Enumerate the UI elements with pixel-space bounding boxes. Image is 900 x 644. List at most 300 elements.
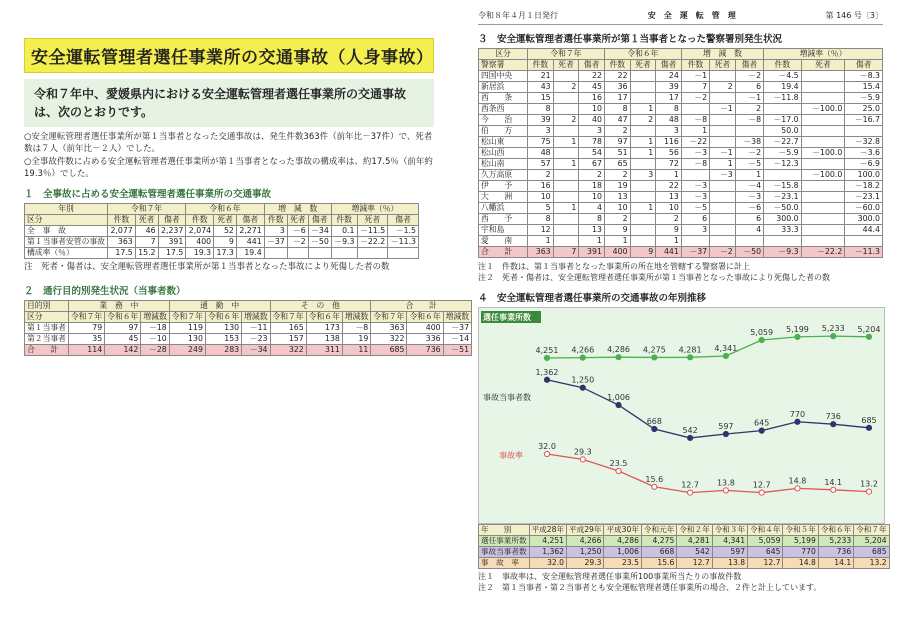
t3-cell (735, 236, 763, 247)
trend-row-label: 事故当事者数 (479, 547, 530, 558)
t3-cell: －11.3 (845, 247, 883, 258)
t3-cell: 2 (553, 82, 579, 93)
data-point (580, 355, 585, 360)
t3-subheader: 死者 (630, 60, 656, 71)
t1-cell: 2,271 (236, 226, 264, 237)
t2-cell: －37 (443, 323, 471, 334)
data-point (544, 355, 549, 360)
t1-cell (388, 248, 419, 259)
t3-cell: 1 (656, 170, 682, 181)
t3-cell: 56 (656, 148, 682, 159)
t3-cell: －2 (710, 247, 736, 258)
t1-cell: 2,077 (107, 226, 135, 237)
t3-h-diff: 増 減 数 (681, 49, 763, 60)
t3-cell: －22.7 (764, 137, 802, 148)
t3-cell (710, 137, 736, 148)
t3-cell: 1 (656, 236, 682, 247)
trend-cell: 12.7 (748, 558, 783, 569)
t3-cell (801, 181, 845, 192)
t3-row-label: 松山東 (479, 137, 528, 148)
year-header: 令和７年 (854, 525, 889, 536)
t3-cell: 100.0 (845, 170, 883, 181)
t3-cell: 2 (710, 82, 736, 93)
t3-cell: 36 (604, 82, 630, 93)
t3-cell: 2 (553, 115, 579, 126)
year-header: 平成29年 (567, 525, 604, 536)
data-point (866, 425, 871, 430)
t1-row-label: 構成率（％） (25, 248, 108, 259)
data-label: 15.6 (645, 474, 664, 484)
t1-subheader: 件数 (107, 215, 135, 226)
publication-name: 安 全 運 転 管 理 (647, 11, 736, 20)
t3-cell: 4 (735, 225, 763, 236)
data-label: 32.0 (538, 442, 556, 451)
data-point (616, 402, 621, 407)
t3-cell: －6 (735, 203, 763, 214)
t1-subheader: 件数 (264, 215, 287, 226)
t3-cell: －100.0 (801, 104, 845, 115)
t2-cell: 153 (205, 334, 241, 345)
data-point (795, 486, 800, 491)
data-point (544, 377, 549, 382)
t3-row-label: 西条西 (479, 104, 528, 115)
data-label: 4,275 (642, 345, 666, 355)
section-1-heading: １ 全事故に占める安全運転管理者選任事業所の交通事故 (24, 189, 272, 200)
t3-cell: －3 (735, 192, 763, 203)
t2-group-2: そ の 他 (270, 301, 371, 312)
trend-cell: 1,362 (529, 547, 566, 558)
t2-row (25, 323, 472, 334)
t1-cell (308, 248, 331, 259)
t3-cell: 43 (528, 82, 554, 93)
t3-cell: 1 (681, 126, 709, 137)
trend-cell: 5,199 (783, 536, 818, 547)
t3-cell: －1 (735, 93, 763, 104)
year-header: 平成30年 (604, 525, 641, 536)
right-page (478, 10, 887, 593)
trend-cell: 4,275 (641, 536, 676, 547)
t2-subheader: 令和７年 (169, 312, 205, 323)
t3-cell: －100.0 (801, 170, 845, 181)
year-header: 令和元年 (641, 525, 676, 536)
issue-number: 第 146 号〔3〕 (825, 11, 883, 20)
t2-cell: 114 (68, 345, 104, 356)
t3-row-label: 西 予 (479, 214, 528, 225)
t1-cell: 441 (236, 237, 264, 248)
t3-cell: 2 (579, 170, 605, 181)
t1-cell: －9.3 (331, 237, 357, 248)
t2-cell: －18 (141, 323, 169, 334)
t3-cell: －5 (681, 203, 709, 214)
data-label: 1,362 (535, 367, 559, 377)
t3-cell (801, 203, 845, 214)
t3-cell: 40 (579, 115, 605, 126)
t3-cell: 300.0 (764, 214, 802, 225)
t3-h-rate: 増減率（％） (764, 49, 883, 60)
t3-cell: －6.9 (845, 159, 883, 170)
t2-cell: 736 (407, 345, 443, 356)
t3-cell: －32.8 (845, 137, 883, 148)
t1-cell: －11.5 (357, 226, 388, 237)
t3-cell: 391 (579, 247, 605, 258)
t3-cell: 6 (735, 214, 763, 225)
t1-subheader: 傷者 (388, 215, 419, 226)
t1-subheader: 死者 (287, 215, 308, 226)
t3-cell: 16 (579, 93, 605, 104)
t3-row-label: 四国中央 (479, 71, 528, 82)
t3-cell (630, 159, 656, 170)
t1-cell: －50 (308, 237, 331, 248)
t3-cell: －3.6 (845, 148, 883, 159)
table-1-note: 注 死者・傷者は、安全運転管理者選任事業所が第１当事者となった事故により死傷した者の数 (24, 262, 390, 272)
t2-cell: 322 (270, 345, 306, 356)
t3-h-r7: 令和７年 (528, 49, 605, 60)
trend-cell: 5,233 (818, 536, 853, 547)
t3-subheader: 件数 (604, 60, 630, 71)
summary-note-2: ○全事故件数に占める安全運転管理者選任事業所が第１当事者となった事故の構成率は、約17.5％（前年約19.3％）でした。 (24, 157, 433, 179)
data-point (759, 428, 764, 433)
t3-cell (553, 170, 579, 181)
t2-cell: 19 (342, 334, 370, 345)
data-label: 1,006 (607, 393, 631, 403)
t3-cell: 5 (528, 203, 554, 214)
t2-group-1: 通 勤 中 (169, 301, 270, 312)
data-label: 14.1 (824, 477, 843, 487)
t3-cell: 10 (528, 192, 554, 203)
trend-cell: 23.5 (604, 558, 641, 569)
t2-cell: 97 (105, 323, 141, 334)
t3-subheader: 傷者 (656, 60, 682, 71)
t3-cell: －5 (735, 159, 763, 170)
data-point (795, 419, 800, 424)
t2-row-label: 第１当事者 (25, 323, 69, 334)
t3-cell: －50 (735, 247, 763, 258)
t3-cell (710, 225, 736, 236)
data-label: 14.8 (788, 476, 807, 486)
data-label: 1,250 (571, 375, 595, 385)
t3-row (479, 115, 883, 126)
t3-cell (801, 192, 845, 203)
t3-cell (764, 104, 802, 115)
t2-row (25, 345, 472, 356)
trend-table-row (479, 547, 890, 558)
trend-cell: 4,266 (567, 536, 604, 547)
t3-row (479, 247, 883, 258)
t1-cell: 17.3 (214, 248, 237, 259)
trend-cell: 14.1 (818, 558, 853, 569)
t3-cell: －50.0 (764, 203, 802, 214)
t3-cell (630, 181, 656, 192)
t1-subheader: 死者 (357, 215, 388, 226)
trend-table-corner: 年 別 (479, 525, 530, 536)
t3-row (479, 104, 883, 115)
trend-cell: 29.3 (567, 558, 604, 569)
t2-cell: －23 (242, 334, 270, 345)
t1-cell (357, 248, 388, 259)
data-point (616, 355, 621, 360)
page-title: 安全運転管理者選任事業所の交通事故（人身事故） (24, 38, 434, 73)
t3-cell: 8 (656, 104, 682, 115)
data-label: 770 (789, 409, 806, 419)
t3-cell (681, 104, 709, 115)
data-label: 4,286 (607, 345, 631, 355)
t3-cell: 9 (630, 247, 656, 258)
t2-cell: 283 (205, 345, 241, 356)
data-label: 13.8 (716, 478, 735, 488)
t3-cell (801, 137, 845, 148)
issue-date: 令和８年４月１日発行 (478, 11, 558, 20)
t3-row-label: 八幡浜 (479, 203, 528, 214)
t1-subheader: 件数 (186, 215, 214, 226)
t1-cell: 52 (214, 226, 237, 237)
t2-corner: 目的別 (25, 301, 69, 312)
t1-subheader: 傷者 (158, 215, 186, 226)
data-label: 12.7 (752, 480, 771, 490)
t3-subheader: 傷者 (735, 60, 763, 71)
t3-cell: －16.7 (845, 115, 883, 126)
data-label: 4,266 (571, 345, 595, 355)
t3-cell: 2 (528, 170, 554, 181)
t3-cell (710, 203, 736, 214)
data-point (652, 355, 657, 360)
t3-cell: －5.9 (845, 93, 883, 104)
t2-cell: 322 (371, 334, 407, 345)
t1-cell: 46 (135, 226, 158, 237)
t3-cell: 1 (553, 203, 579, 214)
t3-row (479, 137, 883, 148)
t3-row (479, 214, 883, 225)
t3-cell (801, 82, 845, 93)
t3-cell: －8 (681, 159, 709, 170)
t3-cell: 8 (528, 104, 554, 115)
t2-cell: 311 (306, 345, 342, 356)
t3-cell: －2 (735, 148, 763, 159)
t1-row-label: 全 事 故 (25, 226, 108, 237)
t2-subheader: 増減数 (242, 312, 270, 323)
data-point (795, 334, 800, 339)
t3-subheader: 件数 (681, 60, 709, 71)
t3-row (479, 181, 883, 192)
t2-cell: 363 (371, 323, 407, 334)
t3-cell: 22 (604, 71, 630, 82)
t3-cell: 44.4 (845, 225, 883, 236)
t3-corner: 区分 (479, 49, 528, 60)
t3-cell: 13 (604, 192, 630, 203)
t2-cell: 165 (270, 323, 306, 334)
t3-subheader: 傷者 (579, 60, 605, 71)
trend-cell: 685 (854, 547, 889, 558)
t3-cell: －37 (681, 247, 709, 258)
t2-cell: －8 (342, 323, 370, 334)
t2-subheader: 令和７年 (68, 312, 104, 323)
t3-cell: －8 (735, 115, 763, 126)
t3-cell: －17.0 (764, 115, 802, 126)
t3-cell: 65 (604, 159, 630, 170)
t2-subheader: 令和６年 (205, 312, 241, 323)
t3-cell: －8 (681, 115, 709, 126)
t3-cell (553, 93, 579, 104)
t3-cell: 3 (681, 225, 709, 236)
t3-cell (630, 225, 656, 236)
t3-row (479, 225, 883, 236)
t3-cell: 18 (579, 181, 605, 192)
t3-cell: 7 (681, 82, 709, 93)
data-label: 668 (646, 416, 662, 426)
trend-cell: 597 (712, 547, 747, 558)
section-4-heading: ４ 安全運転管理者選任事業所の交通事故の年別推移 (478, 293, 707, 304)
data-point (580, 457, 585, 462)
t3-cell: －15.8 (764, 181, 802, 192)
t1-cell: 391 (158, 237, 186, 248)
t3-cell: 10 (656, 203, 682, 214)
data-label: 13.2 (860, 479, 878, 489)
trend-cell: 542 (677, 547, 712, 558)
t2-cell: 35 (68, 334, 104, 345)
t3-row-label: 松山西 (479, 148, 528, 159)
t2-row (25, 334, 472, 345)
t2-cell: 130 (205, 323, 241, 334)
t3-cell: －3 (681, 192, 709, 203)
t1-h-r7: 令和７年 (107, 204, 185, 215)
t3-cell: 1 (630, 137, 656, 148)
year-header: 平成28年 (529, 525, 566, 536)
t3-cell: 33.3 (764, 225, 802, 236)
t3-cell: 21 (528, 71, 554, 82)
t3-cell: 1 (710, 159, 736, 170)
t1-cell: －1.5 (388, 226, 419, 237)
t3-row-label: 大 洲 (479, 192, 528, 203)
t3-cell: 1 (630, 148, 656, 159)
t3-cell: 363 (528, 247, 554, 258)
t3-cell: 13 (579, 225, 605, 236)
t3-cell: 24 (656, 71, 682, 82)
t3-cell: －3 (681, 148, 709, 159)
t3-cell: 1 (735, 170, 763, 181)
t1-cell (331, 248, 357, 259)
trend-cell: 770 (783, 547, 818, 558)
t3-cell (630, 236, 656, 247)
t3-cell: －22.2 (801, 247, 845, 258)
data-point (723, 488, 728, 493)
data-point (688, 435, 693, 440)
t2-subheader: 令和６年 (306, 312, 342, 323)
t3-row (479, 159, 883, 170)
t3-cell: 50.0 (764, 126, 802, 137)
table-3-note-1: 注１ 件数は、第１当事者となった事業所の所在地を管轄する警察署に計上 (478, 262, 750, 271)
t3-cell: 51 (604, 148, 630, 159)
trend-cell: 4,281 (677, 536, 712, 547)
t2-cell: 130 (169, 334, 205, 345)
data-point (544, 451, 549, 456)
trend-table (478, 524, 890, 569)
t3-subheader: 傷者 (845, 60, 883, 71)
legend-label-1: 事故当事者数 (483, 393, 531, 402)
t3-cell: 1 (553, 137, 579, 148)
t3-cell: 300.0 (845, 214, 883, 225)
t1-cell: 9 (214, 237, 237, 248)
year-header: 令和４年 (748, 525, 783, 536)
trend-table-header-row (479, 525, 890, 536)
t3-cell: 1 (630, 104, 656, 115)
series-line-2 (547, 454, 869, 493)
t3-row-label: 今 治 (479, 115, 528, 126)
data-label: 4,251 (535, 345, 559, 355)
legend-label-0: 選任事業所数 (483, 313, 531, 322)
t2-group-0: 業 務 中 (68, 301, 169, 312)
trend-cell: 4,286 (604, 536, 641, 547)
t3-cell (553, 71, 579, 82)
trend-cell: 1,006 (604, 547, 641, 558)
t3-cell: 10 (579, 104, 605, 115)
t3-cell: 22 (656, 181, 682, 192)
series-line-0 (547, 336, 869, 358)
t3-cell: －2 (735, 71, 763, 82)
t3-cell: －9.3 (764, 247, 802, 258)
t3-cell: 45 (579, 82, 605, 93)
t3-cell (801, 126, 845, 137)
t3-row (479, 236, 883, 247)
t3-subheader: 死者 (710, 60, 736, 71)
t1-cell (287, 248, 308, 259)
t1-cell: －2 (287, 237, 308, 248)
t3-cell (764, 170, 802, 181)
data-label: 5,199 (785, 324, 809, 334)
data-point (723, 353, 728, 358)
table-3-note-2: 注２ 死者・傷者は、安全運転管理者選任事業所が第１当事者となった事故により死傷した者の数 (478, 273, 830, 282)
t1-cell: －34 (308, 226, 331, 237)
t3-cell: 17 (656, 93, 682, 104)
t3-cell: －1 (710, 104, 736, 115)
trend-row-label: 選任事業所数 (479, 536, 530, 547)
t3-cell: 22 (579, 71, 605, 82)
t3-cell: 1 (553, 159, 579, 170)
t3-row-label: 松山南 (479, 159, 528, 170)
trend-cell: 1,250 (567, 547, 604, 558)
t2-cell: 336 (407, 334, 443, 345)
t2-subheader: 令和７年 (371, 312, 407, 323)
t2-subheader: 令和６年 (105, 312, 141, 323)
chart-note-2: 注２ 第１当事者・第２当事者とも安全運転管理者選任事業所の場合、２件と計上しています。 (478, 583, 822, 592)
t3-cell: －22 (681, 137, 709, 148)
t3-cell: 3 (579, 126, 605, 137)
t1-subheader: 傷者 (236, 215, 264, 226)
t3-cell: 6 (681, 214, 709, 225)
t3-cell (681, 170, 709, 181)
t2-row-label: 合 計 (25, 345, 69, 356)
t3-cell (710, 115, 736, 126)
t2-cell: －51 (443, 345, 471, 356)
t3-cell (681, 236, 709, 247)
t3-row-label: 新居浜 (479, 82, 528, 93)
t3-cell (764, 236, 802, 247)
t2-cell: 119 (169, 323, 205, 334)
t2-subheader: 令和７年 (270, 312, 306, 323)
t3-row (479, 126, 883, 137)
trend-cell: 4,251 (529, 536, 566, 547)
series-line-1 (547, 380, 869, 438)
t3-cell (845, 126, 883, 137)
t2-cell: －34 (242, 345, 270, 356)
t3-cell: 441 (656, 247, 682, 258)
t1-cell: 3 (264, 226, 287, 237)
t3-subheader: 死者 (801, 60, 845, 71)
t3-cell (801, 159, 845, 170)
legend-label-2: 事故率 (499, 451, 523, 460)
trend-table-row (479, 558, 890, 569)
t3-cell: －4.5 (764, 71, 802, 82)
data-point (688, 355, 693, 360)
t3-cell: 57 (528, 159, 554, 170)
